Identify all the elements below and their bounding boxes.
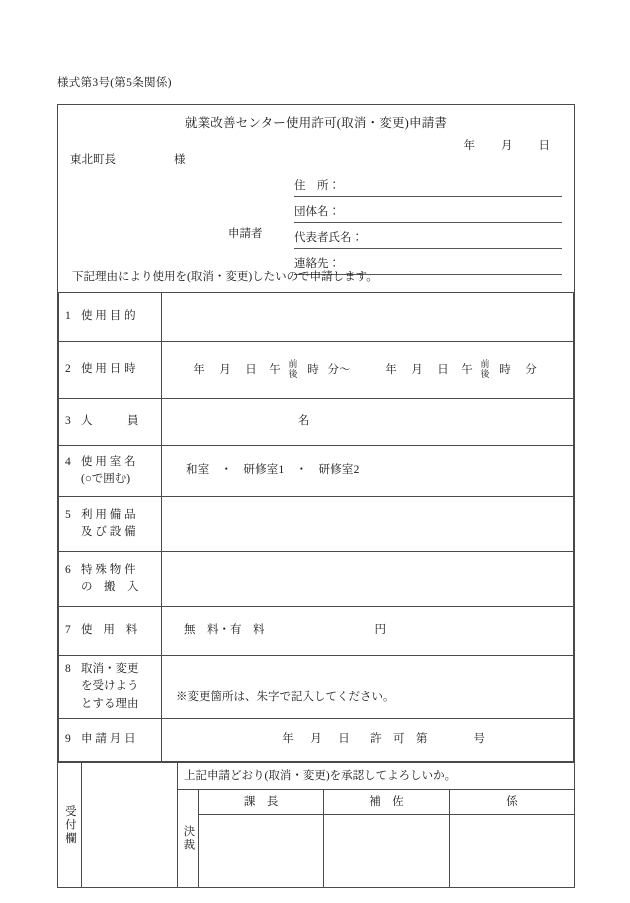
start-pm-label: 後 [288,369,298,379]
row-purpose-label-text: 使 用 目 的 [81,310,136,323]
end-ampm-toggle[interactable] [479,360,491,379]
applicant-organization-label: 団体名： [294,206,340,218]
end-am-label: 前 [480,359,490,370]
appdate-month-label: 月 [310,733,322,746]
approval-grid [178,790,574,887]
table-row-room [59,446,574,497]
row-datetime-label-text: 使 用 日 時 [81,363,136,376]
header-date-line [464,137,551,153]
row-special-items-number: 6 [65,563,71,576]
row-fee-value[interactable] [162,607,574,656]
row-datetime-value[interactable] [162,342,574,399]
row-fee-label [59,607,162,656]
row-reason-label-text: 取消・変更 [81,663,139,676]
start-hour-label: 時 [307,363,319,376]
applicant-address-label: 住 所： [294,180,340,192]
appdate-year-label: 年 [282,733,294,746]
row-equipment-label [59,497,162,552]
row-people-label-text: 人 員 [81,415,139,428]
end-pm-label: 後 [480,369,490,379]
appdate-day-label: 日 [338,733,350,746]
table-row-application-date [59,719,574,762]
application-form-frame [57,104,575,888]
start-gogo-label: 午 [269,363,281,376]
row-reason-label-sub2: とする理由 [81,697,139,710]
approval-column-section-chief [199,790,324,887]
table-row-people [59,399,574,446]
row-datetime-number: 2 [65,363,71,376]
end-year-label: 年 [385,363,397,376]
applicant-block [228,171,562,275]
room-option-training1[interactable]: 研修室1 [243,464,285,477]
row-people-number: 3 [65,415,71,428]
row-equipment-label-text: 利 用 備 品 [81,508,136,521]
start-minute-label: 分～ [327,363,351,376]
end-hour-label: 時 [499,363,511,376]
receipt-stamp-area[interactable] [82,763,178,887]
row-reason-number: 8 [65,663,71,676]
row-people-label [59,399,162,446]
start-day-label: 日 [245,363,257,376]
row-fee-label-text: 使 用 料 [81,624,142,637]
approval-column-clerk [450,790,574,887]
room-separator-2: ・ [295,464,308,477]
table-row-reason [59,656,574,719]
row-purpose-number: 1 [65,310,71,323]
start-month-label: 月 [219,363,231,376]
approval-head-section-chief: 課 長 [199,790,323,815]
people-unit-label: 名 [298,415,310,428]
receipt-column [58,763,82,887]
row-application-date-value[interactable] [162,719,574,762]
row-equipment-value[interactable] [162,497,574,552]
row-reason-value[interactable] [162,656,574,719]
row-special-items-label [59,552,162,607]
row-special-items-value[interactable] [162,552,574,607]
form-header [58,105,574,292]
end-day-label: 日 [437,363,449,376]
room-option-training2[interactable]: 研修室2 [318,464,360,477]
room-option-washitsu[interactable]: 和室 [186,464,210,477]
application-date-line [170,733,485,745]
row-room-value[interactable] [162,446,574,497]
permit-number-label: 許 可 第 [370,733,428,746]
row-room-label-sub: (○で囲む) [81,473,131,485]
row-purpose-label [59,293,162,342]
row-purpose-value[interactable] [162,293,574,342]
reason-note: ※変更箇所は、朱字で記入してください。 [176,691,395,704]
row-application-date-label [59,719,162,762]
row-reason-label [59,656,162,719]
end-gogo-label: 午 [461,363,473,376]
start-am-label: 前 [288,359,298,370]
start-ampm-toggle[interactable] [287,360,299,379]
addressee-honorific: 様 [174,154,186,166]
row-application-date-number: 9 [65,733,71,746]
fee-options[interactable]: 無 料・有 料 [184,624,265,637]
approval-stamp-clerk[interactable] [450,815,574,887]
table-row-special-items [59,552,574,607]
approval-label: 決裁 [182,825,195,852]
approval-block [178,763,574,887]
approval-question: 上記申請どおり(取消・変更)を承認してよろしいか。 [178,763,574,790]
addressee [70,151,186,167]
application-table [58,292,574,762]
table-row-equipment [59,497,574,552]
applicant-label: 申請者 [228,228,263,240]
row-datetime-label [59,342,162,399]
row-equipment-label-sub: 及 び 設 備 [81,526,136,538]
row-room-number: 4 [65,455,71,468]
row-room-label [59,446,162,497]
applicant-representative-field[interactable] [294,223,562,249]
approval-column-label [178,790,199,887]
date-year-label: 年 [463,140,475,152]
row-special-items-label-text: 特 殊 物 件 [81,563,136,576]
date-month-label: 月 [501,140,513,152]
row-people-value[interactable] [162,399,574,446]
receipt-label: 受付欄 [63,804,76,846]
table-row-fee [59,607,574,656]
row-equipment-number: 5 [65,508,71,521]
addressee-name: 東北町長 [70,154,116,166]
date-day-label: 日 [538,140,550,152]
end-minute-label: 分 [525,363,537,376]
table-row-purpose [59,293,574,342]
fee-currency-label: 円 [374,624,386,637]
form-number: 様式第3号(第5条関係) [57,77,172,89]
row-application-date-label-text: 申 請 月 日 [81,733,136,746]
applicant-address-field[interactable] [294,171,562,197]
document-title: 就業改善センター使用許可(取消・変更)申請書 [184,116,448,130]
approval-stamp-assistant[interactable] [324,815,448,887]
row-room-label-text: 使 用 室 名 [81,455,136,468]
row-special-items-label-sub: の 搬 入 [81,581,139,593]
room-options [170,464,360,476]
end-month-label: 月 [411,363,423,376]
applicant-representative-label: 代表者氏名： [294,232,363,244]
approval-stamp-section-chief[interactable] [199,815,323,887]
table-row-datetime [59,342,574,399]
datetime-range [170,360,565,379]
applicant-contact-label: 連絡先： [294,258,340,270]
applicant-organization-field[interactable] [294,197,562,223]
approval-head-assistant: 補 佐 [324,790,448,815]
room-separator-1: ・ [220,464,233,477]
permit-number-unit: 号 [473,733,485,746]
row-reason-label-sub1: を受けよう [81,680,139,693]
approval-head-clerk: 係 [450,790,574,815]
row-fee-number: 7 [65,624,71,637]
receipt-approval-section [58,762,574,887]
approval-signature-columns [199,790,574,887]
start-year-label: 年 [193,363,205,376]
application-statement: 下記理由により使用を(取消・変更)したいので申請します。 [72,271,378,283]
approval-column-assistant [324,790,449,887]
